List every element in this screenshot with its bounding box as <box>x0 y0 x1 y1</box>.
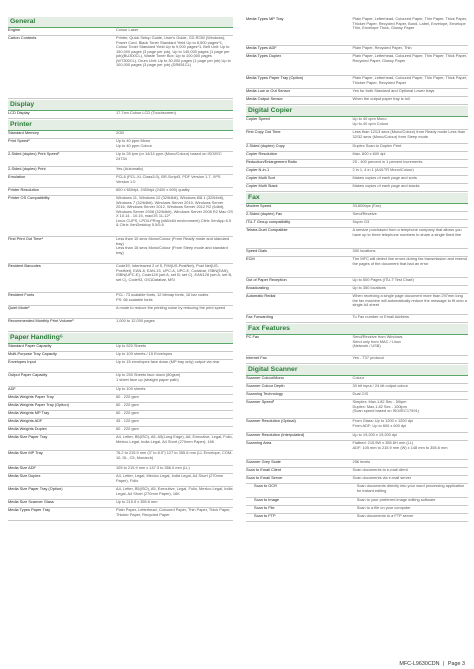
spec-label: Media Types Paper Tray <box>8 508 51 513</box>
spec-label: Media Types Paper Tray (Option) <box>246 76 304 81</box>
spec-row <box>8 500 233 508</box>
spec-value: Scan documents via e-mail server <box>352 476 412 481</box>
spec-value: Code39, Interleaved 2 of 5, FIM(US-PostNet), Post Net(US-PostNet), EAN-8, EAN-13, UPC-A, UPC-E, Codabar, ISBN(EAN), ISBN(UPC-E), Code128 (set A, set B, set C), EAN128 (set A, set B, set C), Code93, GS1Databar, MSI <box>116 264 233 282</box>
spec-label: Media Types ADF <box>246 46 277 51</box>
spec-label: Scanner Colour/Mono <box>246 376 284 381</box>
spec-label: Output Paper Capacity <box>8 373 48 378</box>
spec-value: 60 - 220 gsm <box>116 403 139 408</box>
spec-row <box>246 419 468 433</box>
spec-value: 2GB <box>116 131 124 136</box>
spec-row <box>8 175 233 188</box>
spec-value: Plain Paper, Letterhead, Coloured Paper, Thin Paper, Thick Paper, Thicker Paper, Recycled Paper <box>116 508 231 517</box>
spec-label: First Copy Out Time <box>246 130 281 135</box>
spec-row <box>246 76 468 89</box>
spec-label: Media Size ADF <box>8 466 36 471</box>
spec-label: Media Weights Paper Tray <box>8 395 54 400</box>
spec-row <box>246 212 468 220</box>
spec-value: Up to 500 Pages (ITU-T Test Chart) <box>352 278 414 283</box>
spec-label: Media Weights MP Tray <box>8 411 50 416</box>
spec-label: Speed Dials <box>246 249 267 254</box>
spec-row <box>8 403 233 411</box>
spec-value: 600 x 600dpi, 2400dpi (2400 x 600) quality <box>116 188 190 193</box>
spec-label: Scan to FTP <box>254 514 276 519</box>
spec-row <box>8 131 233 139</box>
spec-label: Resident Barcodes <box>8 264 41 269</box>
footer-model: MFC-L9630CDN <box>399 661 440 667</box>
spec-value: Up to 215.9 x 355.6 mm <box>116 500 158 505</box>
spec-row <box>246 152 468 160</box>
spec-value: 17.7cm Colour LCD (Touchscreen) <box>116 111 176 116</box>
spec-label: Engine <box>8 28 21 33</box>
spec-row <box>8 373 233 387</box>
spec-row <box>8 36 233 99</box>
spec-value: Simplex: Max.1.82 Sec - 50ipm Duplex: Max.1.82 Sec - 100ipm (Scan speed based on ISO/IEC17991) <box>352 400 419 414</box>
spec-row <box>8 264 233 293</box>
spec-value: Colour <box>352 376 365 381</box>
section-heading: Fax Features <box>246 324 468 335</box>
spec-label: Scanning Area <box>246 441 272 446</box>
spec-row <box>246 130 468 144</box>
spec-row <box>8 427 233 435</box>
spec-value: Up to 15 envelopes face down (MP tray only) output via rear <box>116 360 220 365</box>
spec-label: Media Low or Out Sensor <box>246 89 291 94</box>
spec-value: Printer, Quick Setup Guide, User's Guide, CD-ROM (Windows), Power Cord, Black Toner Standard Yield Up to 8,500 pages*1, Colour Toner Standard Yield Up to 9,000 pages*1, Belt Unit: Up to 150,000 pages (3 page per job), Up to 145,000 pages (1 page per job)(BU300CL), Waste Toner Box: Up to 100,000 pages (WT300CL), Drum Unit: Up to 30,000 pages (1 page per job) Up to 100,000 pages (3 page per job) (DR851CL) <box>116 36 231 68</box>
spec-row <box>246 286 468 294</box>
spec-row <box>8 196 233 237</box>
spec-label: Media Types MP Tray <box>246 17 284 22</box>
spec-value: A4, Letter, B5(ISO), A5, A5(Long Edge), A6, Executive, Legal, Folio, Mexico Legal, India Legal, A4 Short (270mm Paper), 16K <box>116 435 233 444</box>
spec-label: Media Size MP Tray <box>8 451 43 456</box>
spec-row <box>246 168 468 176</box>
spec-label: Scan to File <box>254 506 275 511</box>
spec-label: Scanner Speed³ <box>246 400 275 405</box>
spec-value: A mode to reduce the printing noise by reducing the print speed <box>116 306 226 311</box>
spec-row <box>8 111 233 119</box>
spec-row <box>8 352 233 360</box>
spec-value: Dual CIS <box>352 392 369 397</box>
spec-value: Yes - T37 protocol <box>352 356 384 361</box>
spec-label: Print Speed² <box>8 139 30 144</box>
section-heading: Digital Copier <box>246 106 468 117</box>
spec-value: Duplex Scan to Duplex Print <box>352 144 402 149</box>
spec-row <box>8 152 233 167</box>
spec-value: Less than 12/13 secs (Mono/Colour) from Ready mode Less than 32/32 secs (Mono/Colour) from Sleep mode <box>352 130 466 139</box>
spec-value: When receiving a single page document more than 297mm long the fax machine will automatically reduce the message to fit onto a single A4 sheet <box>352 294 467 308</box>
spec-value: Super G3 <box>352 220 370 225</box>
spec-label: Quiet Mode⁵ <box>8 306 30 311</box>
spec-value: Plain Paper, Recycled Paper, Thin <box>352 46 412 51</box>
spec-row <box>8 344 233 352</box>
section-fax <box>246 193 468 323</box>
spec-value: Up to 40 cpm Mono Up to 40 cpm Colour <box>352 117 389 126</box>
spec-row <box>8 508 233 521</box>
spec-label: Out of Paper Reception <box>246 278 287 283</box>
spec-row <box>246 46 468 54</box>
spec-label: Copier Multi Stack <box>246 184 278 189</box>
spec-row <box>246 514 468 522</box>
spec-value: Up to 100 sheets <box>116 387 146 392</box>
spec-label: LCD Display <box>8 111 30 116</box>
spec-label: 2-Sided (duplex) Fax <box>246 212 283 217</box>
spec-value: Plain Paper, Letterhead, Coloured Paper, Thin Paper, Thick Paper, Recycled Paper, Glossy Paper <box>352 54 468 63</box>
spec-value: 25 - 400 percent in 1 percent increments <box>352 160 423 165</box>
spec-value: Max. 600 x 600 dpi <box>352 152 386 157</box>
section-continued <box>246 17 468 105</box>
spec-value: From Glass: Up to 1200 x 1200 dpi From ADF: Up to 600 x 600 dpi <box>352 419 413 428</box>
spec-row <box>246 335 468 356</box>
spec-row <box>246 97 468 105</box>
spec-label: Modem Speed <box>246 204 272 209</box>
spec-value: Makes copies of each page and stacks <box>352 184 420 189</box>
section-heading: General <box>8 17 233 28</box>
spec-label: Copier N-in-1 <box>246 168 270 173</box>
spec-value: Scan to a file on your computer <box>356 506 411 511</box>
spec-row <box>8 451 233 466</box>
spec-label: Multi-Purpose Tray Capacity <box>8 352 57 357</box>
spec-row <box>246 117 468 130</box>
spec-label: Scanner Resolution (Interpolated) <box>246 433 305 438</box>
spec-value: To Fax number or Email Address <box>352 315 409 320</box>
spec-value: Yes (Automatic) <box>116 167 144 172</box>
spec-value: Up to 250 Sheets face down (80gsm) 1 sheet face up (straight paper path) <box>116 373 181 382</box>
section-display <box>8 100 233 119</box>
spec-label: Fax Forwarding <box>246 315 274 320</box>
spec-row <box>246 392 468 400</box>
spec-row <box>8 306 233 319</box>
section-heading: Display <box>8 100 233 111</box>
spec-value: 105 to 215.9 mm x 147.3 to 356.0 mm (LL) <box>116 466 190 471</box>
section-fax-features <box>246 324 468 364</box>
spec-value: 60 - 220 gsm <box>116 427 139 432</box>
spec-label: Scanner Grey Scale <box>246 460 281 465</box>
spec-row <box>246 220 468 228</box>
spec-label: Reduction/Enlargement Ratio <box>246 160 297 165</box>
spec-value: Windows 11, Windows 10 (32/64bit), Windows 8/8.1 (32/64bit), Windows 7 (32/64bit), Windows Server 2019, Windows Server 2016, Windows Server 2012, Windows Server 2012 R2 (64bit), Windows Server 2008 (32/64bit), Windows Server 2008 R2 Mac OS X 10.14 - 10.15, macOS 11-12³ Linux CUPS, LPD/LPRng (x86/x64 environment) Citrix XenApp 6.5 & Citrix XenDesktop 5.5/5.6 <box>116 196 233 228</box>
spec-label: Internet Fax <box>246 356 267 361</box>
spec-label: Printer OS Compatibility <box>8 196 50 201</box>
spec-row <box>8 466 233 474</box>
spec-row <box>246 441 468 460</box>
spec-label: Media Types Duplex <box>246 54 282 59</box>
spec-value: Plain Paper, Letterhead, Coloured Paper, Thin Paper, Thick Paper, Thicker Paper, Recycled Paper, Bond, Label, Envelope, Envelope Thin, Envelope Thick, Glossy Paper <box>352 17 468 31</box>
spec-label: PC Fax <box>246 335 259 340</box>
footer-separator: | <box>443 661 445 667</box>
spec-row <box>8 139 233 152</box>
spec-row <box>8 319 233 332</box>
spec-row <box>246 476 468 484</box>
right-column <box>246 17 468 523</box>
spec-label: Media Size Paper Tray (Option) <box>8 487 63 492</box>
spec-label: 2-Sided (duplex) Print Speed³ <box>8 152 60 157</box>
page-footer <box>398 661 466 667</box>
spec-value: Scan documents directly into your word processing application for instant editing <box>356 484 465 493</box>
spec-label: 2-Sided (duplex) Copy <box>246 144 285 149</box>
spec-value: 1,000 to 12,000 pages <box>116 319 155 324</box>
spec-row <box>8 237 233 264</box>
spec-label: Media Weights ADF <box>8 419 43 424</box>
spec-label: Media Weights Paper Tray (Option) <box>8 403 69 408</box>
spec-value: 60 - 220 gsm <box>116 395 139 400</box>
spec-label: Standard Memory <box>8 131 39 136</box>
spec-row <box>246 144 468 152</box>
spec-row <box>246 468 468 476</box>
spec-value: The MFC will detect line errors during fax transmission and resend the pages of the document that had an error <box>352 257 467 266</box>
spec-value: Less than 10 secs Mono/Colour (From Ready mode and standard tray) Less than 18 secs Mono/Colour (From Sleep mode and standard tray) <box>116 237 230 255</box>
spec-row <box>8 474 233 487</box>
section-paper-handling <box>8 333 233 521</box>
section-printer <box>8 120 233 332</box>
spec-row <box>246 176 468 184</box>
spec-row <box>8 188 233 196</box>
spec-label: Media Weights Duplex <box>8 427 47 432</box>
section-general <box>8 17 233 99</box>
spec-value: Up to 28 ipm (or 14/14 ppm (Mono/Colour) based on ISO/IEC 24734 <box>116 152 222 161</box>
spec-value: Scan documents to a FTP server <box>356 514 414 519</box>
spec-row <box>246 460 468 468</box>
spec-label: Copier Speed <box>246 117 270 122</box>
spec-row <box>8 167 233 175</box>
spec-value: Up to 100 sheets / 15 Envelopes <box>116 352 173 357</box>
spec-value: Scan documents to e-mail client <box>352 468 408 473</box>
spec-row <box>246 249 468 257</box>
spec-value: Up to 19,200 x 19,200 dpi <box>352 433 398 438</box>
section-digital-scanner <box>246 365 468 522</box>
spec-row <box>8 435 233 451</box>
spec-value: 300 locations <box>352 249 376 254</box>
spec-row <box>8 293 233 306</box>
spec-value: A4, Letter, B5(ISO), A5, Executive, Legal, Folio, Mexico Legal, India Legal, A4 Short (270mm Paper), 16K <box>116 487 233 496</box>
spec-label: Scan to Email Server <box>246 476 283 481</box>
spec-row <box>246 160 468 168</box>
spec-value: 2 in 1, 4 in 1 (A4/LTR Mono/Colour) <box>352 168 414 173</box>
spec-label: Envelopes Input <box>8 360 36 365</box>
spec-label: Resident Fonts <box>8 293 35 298</box>
section-digital-copier <box>246 106 468 192</box>
spec-row <box>8 360 233 373</box>
spec-value: Send/Receive <box>352 212 377 217</box>
spec-label: Media Size Scanner Glass <box>8 500 54 505</box>
spec-label: Printer Resolution <box>8 188 39 193</box>
spec-value: 33,600bps (Fax) <box>352 204 381 209</box>
spec-row <box>246 506 468 514</box>
spec-row <box>8 419 233 427</box>
spec-label: Automatic Redial <box>246 294 276 299</box>
spec-row <box>246 89 468 97</box>
spec-label: ITU-T Group compatibility <box>246 220 291 225</box>
spec-row <box>246 278 468 286</box>
section-heading: Fax <box>246 193 468 204</box>
section-heading: Paper Handling⁶ <box>8 333 233 344</box>
section-heading: Digital Scanner <box>246 365 468 376</box>
spec-value: Up to 40 ppm Mono Up to 40 ppm Colour <box>116 139 152 148</box>
spec-label: Scanner Colour Depth <box>246 384 285 389</box>
spec-label: Recommended Monthly Print Volume⁶ <box>8 319 74 324</box>
spec-row <box>246 484 468 498</box>
spec-row <box>246 204 468 212</box>
spec-value: When the output paper tray is full <box>352 97 410 102</box>
spec-row <box>246 257 468 278</box>
spec-row <box>246 315 468 323</box>
spec-value: Scan to your preferred image editing software <box>356 498 436 503</box>
spec-row <box>8 411 233 419</box>
section-heading: Printer <box>8 120 233 131</box>
spec-value: PCL6 (PCL-XL Class3.0), BR-Script3, PDF Version 1.7, XPS Version 1.0 <box>116 175 221 184</box>
spec-label: Emulation <box>8 175 26 180</box>
spec-row <box>246 184 468 192</box>
spec-row <box>8 487 233 500</box>
spec-label: Media Size Paper Tray <box>8 435 48 440</box>
spec-value: Up to 520 Sheets <box>116 344 147 349</box>
spec-value: 60 - 220 gsm <box>116 411 139 416</box>
spec-value: 76.2 to 215.9 mm (3" to 8.5") 127 to 355.6 mm (LL Envelope, COM-10, DL, C5, Monarch) <box>116 451 233 460</box>
spec-value: Colour Laser <box>116 28 139 33</box>
spec-label: ADF <box>8 387 16 392</box>
spec-label: ECM <box>246 257 255 262</box>
spec-row <box>246 384 468 392</box>
spec-row <box>246 54 468 76</box>
left-column <box>8 17 233 522</box>
spec-row <box>246 17 468 46</box>
spec-label: Scan to OCR <box>254 484 277 489</box>
spec-value: Up to 350 locations <box>352 286 386 291</box>
spec-value: PCL: 73 scalable fonts, 12 bitmap fonts, 16 bar codes PS: 66 scalable fonts <box>116 293 209 302</box>
footer-page-number: Page 3 <box>447 661 465 667</box>
spec-row <box>246 433 468 441</box>
spec-value: Makes copies of each page and sorts <box>352 176 417 181</box>
spec-label: Copier Multi Sort <box>246 176 275 181</box>
spec-value: Yes for both Standard and Optional Lower trays <box>352 89 435 94</box>
spec-label: First Print Out Time⁴ <box>8 237 44 242</box>
spec-row <box>8 28 233 36</box>
spec-label: Broadcasting <box>246 286 269 291</box>
spec-row <box>246 498 468 506</box>
spec-value: 30 bit input / 24 bit output colour <box>352 384 408 389</box>
spec-row <box>246 294 468 315</box>
spec-value: Send/Receive from Windows Send only from MAC / Linux (Network / USB) <box>352 335 403 349</box>
spec-label: Scanner Resolution (Optical) <box>246 419 296 424</box>
spec-label: Standard Paper Capacity <box>8 344 52 349</box>
spec-row <box>246 376 468 384</box>
spec-row <box>246 400 468 419</box>
spec-label: Media Output Sensor <box>246 97 283 102</box>
spec-value: A4, Letter, Legal, Mexico Legal, India Legal, A4 Short (270mm Paper), Folio <box>116 474 224 483</box>
spec-value: 256 levels <box>352 460 371 465</box>
spec-value: 45 - 120 gsm <box>116 419 139 424</box>
spec-label: Scanning Technology <box>246 392 283 397</box>
spec-value: A service purchased from a telephone company that allows you have up to three telephone numbers to share a single fixed line <box>352 228 462 237</box>
spec-row <box>246 356 468 364</box>
spec-label: Scan to Email Client <box>246 468 282 473</box>
spec-label: Media Size Duplex <box>8 474 41 479</box>
spec-label: Carton Contents <box>8 36 37 41</box>
spec-label: 2-Sided (duplex) Print <box>8 167 46 172</box>
spec-value: Flatbed: 215.9W x 355.6H mm (LL) ADF: 105 mm to 215.9 mm (W) x 148 mm to 355.6 mm <box>352 441 448 450</box>
spec-row <box>246 228 468 249</box>
spec-label: Copier Resolution <box>246 152 277 157</box>
spec-label: Telstra Duet Compatible <box>246 228 288 233</box>
spec-row <box>8 387 233 395</box>
spec-row <box>8 395 233 403</box>
spec-label: Scan to Image <box>254 498 280 503</box>
spec-value: Plain Paper, Letterhead, Coloured Paper, Thin Paper, Thick Paper, Thicker Paper, Recycled Paper <box>352 76 468 85</box>
